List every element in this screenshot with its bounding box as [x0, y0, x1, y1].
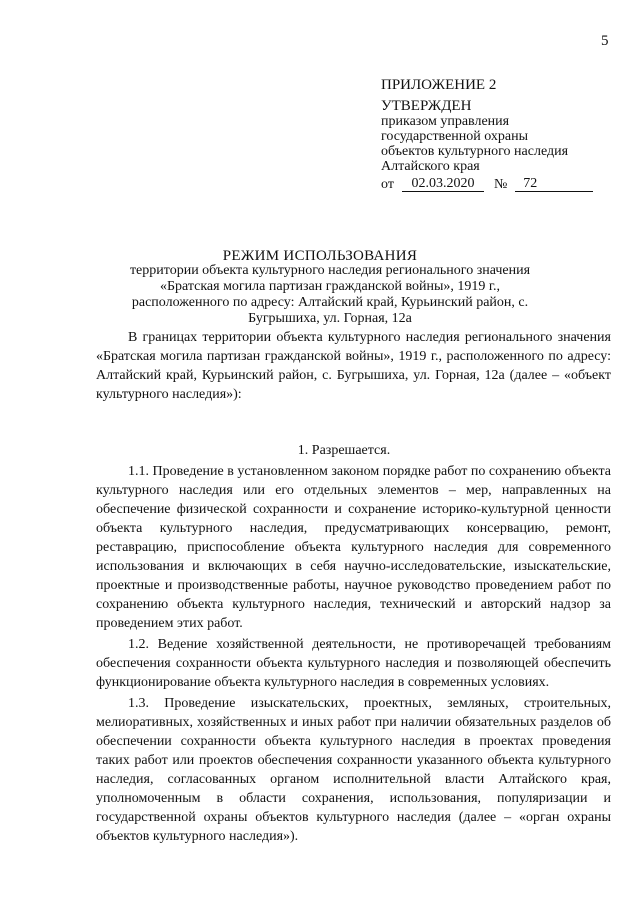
approval-line: государственной охраны [381, 129, 529, 144]
list-item: 1.3. Проведение изыскательских, проектных, земляных, строительных, мелиоративных, хозяйственных и иных работ при наличии обязательных разделов об обеспечении сохранности объекта культурного наследия в проектах проведения таких работ или проектов обеспечения сохранности указанного объекта культурного наследия, согласованных органом исполнительной власти Алтайского края, уполномоченным в области сохранения, использования, популяризации и государственной охраны объектов культурного наследия (далее – «орган охраны объектов культурного наследия»). [96, 696, 611, 844]
intro-text: В границах территории объекта культурного наследия регионального значения «Братская могила партизан гражданской войны», 1919 г., расположенного по адресу: Алтайский край, Курьинский район, с. Бугрышиха, ул. Горная, 12а (далее – «объект культурного наследия»): [96, 330, 611, 402]
intro-paragraph [96, 328, 611, 404]
list-item: 1.2. Ведение хозяйственной деятельности, не противоречащей требованиям обеспечения сохранности объекта культурного наследия и позволяющей обеспечить функционирование объекта культурного наследия в современных условиях. [96, 637, 611, 690]
approval-line: Алтайского края [381, 159, 480, 174]
order-date: 02.03.2020 [402, 176, 484, 192]
approval-line: объектов культурного наследия [381, 144, 569, 159]
list-item: 1.1. Проведение в установленном законом порядке работ по сохранению объекта культурного наследия или его отдельных элементов – мер, направленных на обеспечение физической сохранности и сохранение историко-культурной ценности объекта культурного наследия, предусматривающих консервацию, ремонт, реставрацию, приспособление объекта культурного наследия для современного использования и включающих в себя научно-исследовательские, изыскательские, проектные и производственные работы, научное руководство проведением работ по сохранению объекта культурного наследия, технический и авторский надзор за проведением этих работ. [96, 464, 611, 631]
date-prefix: от [381, 177, 394, 192]
approved-label: УТВЕРЖДЕН [381, 98, 472, 114]
order-reference [381, 176, 621, 192]
appendix-label: ПРИЛОЖЕНИЕ 2 [381, 77, 497, 93]
order-number: 72 [515, 176, 593, 192]
permitted-items-list [96, 462, 611, 848]
approval-block [381, 78, 621, 192]
document-subtitle: территории объекта культурного наследия регионального значения «Братская могила партизан гражданской войны», 1919 г., расположенного по адресу: Алтайский край, Курьинский район, с. Бугрышиха, ул. Горная, 12а [129, 263, 531, 326]
approval-line: приказом управления [381, 114, 510, 129]
number-sign: № [493, 177, 508, 192]
document-title: РЕЖИМ ИСПОЛЬЗОВАНИЯ [222, 248, 418, 264]
page-number: 5 [601, 33, 609, 49]
section-heading: 1. Разрешается. [297, 443, 391, 458]
